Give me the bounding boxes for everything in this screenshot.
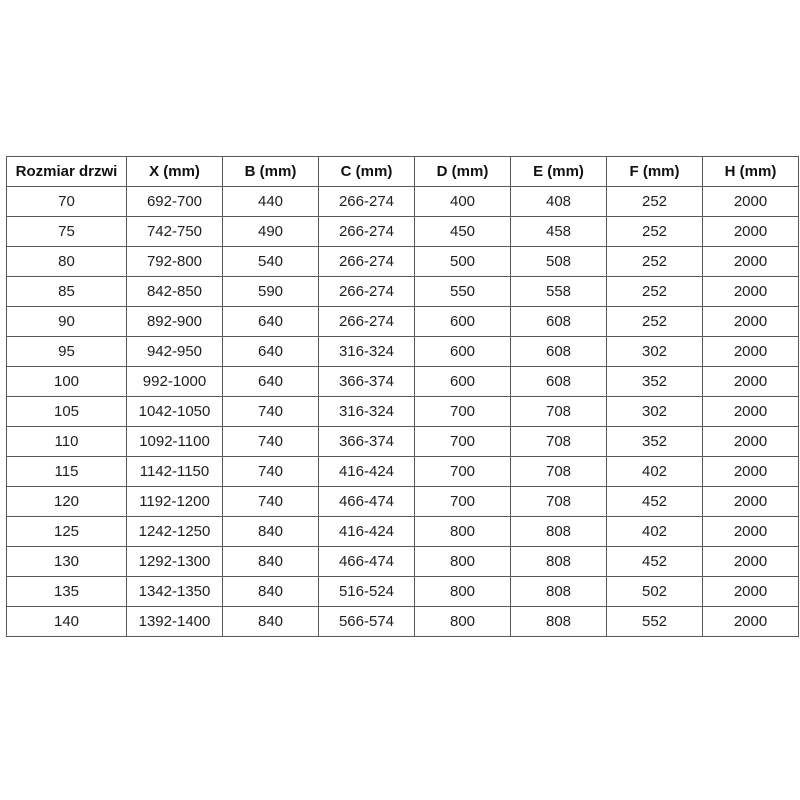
table-cell: 1192-1200 [127, 487, 223, 517]
table-cell: 2000 [703, 517, 799, 547]
table-cell: 252 [607, 247, 703, 277]
table-cell: 316-324 [319, 337, 415, 367]
table-row [7, 247, 799, 277]
table-cell: 302 [607, 337, 703, 367]
table-cell: 608 [511, 367, 607, 397]
table-row [7, 457, 799, 487]
table-cell: 800 [415, 547, 511, 577]
table-cell: 2000 [703, 187, 799, 217]
column-header: B (mm) [223, 157, 319, 187]
table-cell: 316-324 [319, 397, 415, 427]
table-cell: 402 [607, 457, 703, 487]
table-cell: 640 [223, 307, 319, 337]
table-row [7, 607, 799, 637]
table-cell: 740 [223, 427, 319, 457]
table-cell: 266-274 [319, 247, 415, 277]
table-cell: 800 [415, 517, 511, 547]
table-cell: 1092-1100 [127, 427, 223, 457]
table-cell: 1292-1300 [127, 547, 223, 577]
table-cell: 2000 [703, 397, 799, 427]
table-cell: 552 [607, 607, 703, 637]
table-row [7, 337, 799, 367]
table-cell: 840 [223, 547, 319, 577]
table-row [7, 427, 799, 457]
table-cell: 252 [607, 187, 703, 217]
table-cell: 608 [511, 307, 607, 337]
table-cell: 408 [511, 187, 607, 217]
table-cell: 942-950 [127, 337, 223, 367]
table-cell: 1392-1400 [127, 607, 223, 637]
table-cell: 125 [7, 517, 127, 547]
table-cell: 1042-1050 [127, 397, 223, 427]
table-cell: 85 [7, 277, 127, 307]
table-cell: 2000 [703, 247, 799, 277]
table-header-row [7, 157, 799, 187]
table-cell: 140 [7, 607, 127, 637]
table-cell: 466-474 [319, 487, 415, 517]
table-cell: 70 [7, 187, 127, 217]
table-row [7, 187, 799, 217]
table-cell: 95 [7, 337, 127, 367]
table-cell: 640 [223, 337, 319, 367]
table-cell: 110 [7, 427, 127, 457]
table-cell: 808 [511, 547, 607, 577]
table-cell: 466-474 [319, 547, 415, 577]
table-cell: 2000 [703, 457, 799, 487]
column-header: E (mm) [511, 157, 607, 187]
table-cell: 792-800 [127, 247, 223, 277]
table-cell: 740 [223, 487, 319, 517]
table-cell: 400 [415, 187, 511, 217]
table-cell: 842-850 [127, 277, 223, 307]
table-cell: 75 [7, 217, 127, 247]
table-cell: 90 [7, 307, 127, 337]
table-cell: 502 [607, 577, 703, 607]
table-cell: 402 [607, 517, 703, 547]
column-header: D (mm) [415, 157, 511, 187]
table-row [7, 487, 799, 517]
column-header: F (mm) [607, 157, 703, 187]
table-cell: 840 [223, 607, 319, 637]
table-cell: 1242-1250 [127, 517, 223, 547]
table-cell: 105 [7, 397, 127, 427]
table-cell: 740 [223, 397, 319, 427]
table-cell: 508 [511, 247, 607, 277]
table-cell: 80 [7, 247, 127, 277]
table-cell: 452 [607, 547, 703, 577]
table-cell: 566-574 [319, 607, 415, 637]
table-cell: 2000 [703, 337, 799, 367]
table-cell: 708 [511, 397, 607, 427]
table-cell: 740 [223, 457, 319, 487]
table-cell: 708 [511, 457, 607, 487]
column-header: Rozmiar drzwi [7, 157, 127, 187]
table-cell: 266-274 [319, 307, 415, 337]
table-cell: 2000 [703, 577, 799, 607]
table-cell: 700 [415, 427, 511, 457]
door-size-table [6, 156, 799, 637]
table-row [7, 277, 799, 307]
table-cell: 302 [607, 397, 703, 427]
column-header: X (mm) [127, 157, 223, 187]
table-cell: 2000 [703, 487, 799, 517]
table-cell: 708 [511, 487, 607, 517]
table-cell: 2000 [703, 427, 799, 457]
table-row [7, 397, 799, 427]
table-cell: 100 [7, 367, 127, 397]
table-cell: 2000 [703, 547, 799, 577]
table-row [7, 577, 799, 607]
table-cell: 800 [415, 607, 511, 637]
table-cell: 558 [511, 277, 607, 307]
table-cell: 840 [223, 517, 319, 547]
table-cell: 252 [607, 217, 703, 247]
table-cell: 600 [415, 337, 511, 367]
table-cell: 416-424 [319, 457, 415, 487]
table-cell: 600 [415, 307, 511, 337]
table-row [7, 217, 799, 247]
table-cell: 700 [415, 487, 511, 517]
table-cell: 2000 [703, 307, 799, 337]
table-cell: 700 [415, 457, 511, 487]
table-cell: 840 [223, 577, 319, 607]
table-cell: 366-374 [319, 427, 415, 457]
table-cell: 1342-1350 [127, 577, 223, 607]
table-cell: 366-374 [319, 367, 415, 397]
table-cell: 550 [415, 277, 511, 307]
table-cell: 352 [607, 427, 703, 457]
table-cell: 252 [607, 277, 703, 307]
table-cell: 2000 [703, 217, 799, 247]
table-cell: 808 [511, 577, 607, 607]
table-cell: 266-274 [319, 277, 415, 307]
table-cell: 352 [607, 367, 703, 397]
table-row [7, 307, 799, 337]
table-cell: 742-750 [127, 217, 223, 247]
column-header: H (mm) [703, 157, 799, 187]
table-cell: 135 [7, 577, 127, 607]
table-cell: 452 [607, 487, 703, 517]
table-cell: 120 [7, 487, 127, 517]
table-cell: 500 [415, 247, 511, 277]
table-cell: 490 [223, 217, 319, 247]
table-cell: 892-900 [127, 307, 223, 337]
table-cell: 800 [415, 577, 511, 607]
table-cell: 590 [223, 277, 319, 307]
table-cell: 640 [223, 367, 319, 397]
table-row [7, 367, 799, 397]
table-cell: 700 [415, 397, 511, 427]
table-cell: 252 [607, 307, 703, 337]
table-cell: 516-524 [319, 577, 415, 607]
table-row [7, 547, 799, 577]
table-cell: 1142-1150 [127, 457, 223, 487]
table-cell: 266-274 [319, 187, 415, 217]
table-cell: 450 [415, 217, 511, 247]
table-cell: 600 [415, 367, 511, 397]
table-cell: 458 [511, 217, 607, 247]
table-row [7, 517, 799, 547]
table-cell: 608 [511, 337, 607, 367]
table-cell: 540 [223, 247, 319, 277]
table-cell: 416-424 [319, 517, 415, 547]
table-cell: 808 [511, 607, 607, 637]
table-cell: 115 [7, 457, 127, 487]
table-cell: 2000 [703, 367, 799, 397]
table-cell: 708 [511, 427, 607, 457]
table-cell: 808 [511, 517, 607, 547]
table-cell: 992-1000 [127, 367, 223, 397]
table-cell: 692-700 [127, 187, 223, 217]
table-cell: 440 [223, 187, 319, 217]
table-cell: 2000 [703, 277, 799, 307]
column-header: C (mm) [319, 157, 415, 187]
table-cell: 266-274 [319, 217, 415, 247]
table-cell: 2000 [703, 607, 799, 637]
table-cell: 130 [7, 547, 127, 577]
